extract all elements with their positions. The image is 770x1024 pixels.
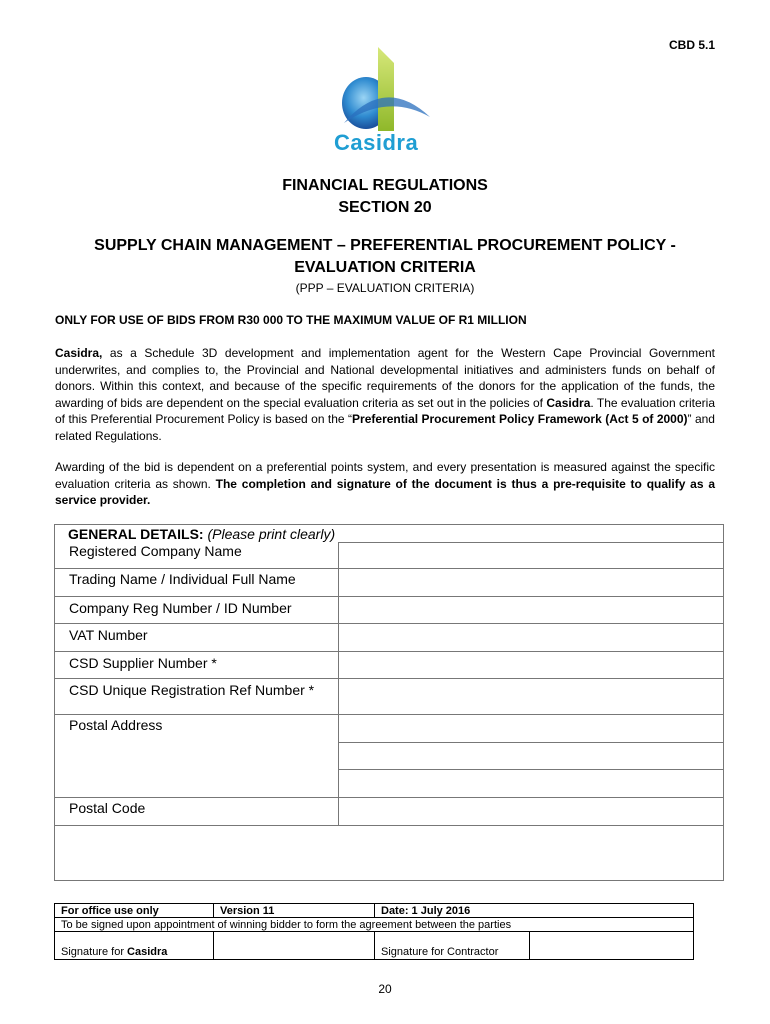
document-code: CBD 5.1 xyxy=(668,38,715,52)
vat-number-field[interactable] xyxy=(339,624,724,652)
title-line-1: FINANCIAL REGULATIONS xyxy=(282,177,488,194)
general-details-title: GENERAL DETAILS: xyxy=(68,526,204,542)
paragraph-text: as a Schedule 3D development and implementation agent for the Western Cape Provincial Government underwrites, and complies to, the Provincial and National developmental initiatives and administers funds on behalf of donors. Within this context, and because of the specific requirements of the donors for the application of the funds, the awarding of bids are dependent on the special evaluation criteria as set out in the policies of xyxy=(55,346,715,410)
bold-text: The completion and signature of the document is thus a pre-requisite to qualify as a service provider. xyxy=(55,476,715,507)
registered-name-label: Registered Company Name xyxy=(55,543,339,569)
signature-contractor-field[interactable] xyxy=(530,932,694,960)
title-line-2: SECTION 20 xyxy=(338,199,432,216)
date-label: Date: 1 July 2016 xyxy=(375,904,694,918)
blank-area[interactable] xyxy=(55,826,724,881)
reg-number-label: Company Reg Number / ID Number xyxy=(55,597,339,624)
paragraph-text: Awarding of the bid is dependent on a preferential points system, and every presentation is measured against the specific evaluation criteria as shown. xyxy=(55,460,715,491)
csd-supplier-label: CSD Supplier Number * xyxy=(55,652,339,679)
postal-address-line-1[interactable] xyxy=(339,715,724,743)
office-use-label: For office use only xyxy=(55,904,214,918)
version-label: Version 11 xyxy=(214,904,375,918)
signing-note: To be signed upon appointment of winning bidder to form the agreement between the parties xyxy=(55,918,694,932)
csd-ref-field[interactable] xyxy=(339,679,724,715)
general-details-table xyxy=(54,524,724,881)
postal-code-label: Postal Code xyxy=(55,798,339,826)
vat-number-label: VAT Number xyxy=(55,624,339,652)
title-line-4: EVALUATION CRITERIA xyxy=(294,259,476,276)
bold-text: Casidra, xyxy=(55,346,103,360)
signature-casidra-field[interactable] xyxy=(214,932,375,960)
page-number: 20 xyxy=(378,982,392,996)
print-clearly-note: (Please print clearly) xyxy=(207,526,336,542)
signature-casidra-label xyxy=(55,932,214,960)
subtitle: (PPP – EVALUATION CRITERIA) xyxy=(295,281,475,295)
paragraph-text: . The evaluation criteria of this Preferential Procurement Policy is based on the “ xyxy=(55,395,715,426)
csd-supplier-field[interactable] xyxy=(339,652,724,679)
title-line-3: SUPPLY CHAIN MANAGEMENT – PREFERENTIAL PROCUREMENT POLICY - xyxy=(94,237,676,254)
signature-prefix: Signature for xyxy=(61,946,128,958)
postal-address-line-2[interactable] xyxy=(339,743,724,770)
general-details-heading xyxy=(68,526,335,542)
csd-ref-label: CSD Unique Registration Ref Number * xyxy=(55,679,339,715)
paragraph-text: ” and related Regulations. xyxy=(55,412,715,443)
signature-contractor-label: Signature for Contractor xyxy=(375,932,530,960)
trading-name-label: Trading Name / Individual Full Name xyxy=(55,569,339,597)
postal-address-label: Postal Address xyxy=(55,715,339,798)
signature-casidra-name: Casidra xyxy=(127,946,168,958)
reg-number-field[interactable] xyxy=(339,597,724,624)
registered-name-field[interactable] xyxy=(339,543,724,569)
trading-name-field[interactable] xyxy=(339,569,724,597)
bid-range-notice: ONLY FOR USE OF BIDS FROM R30 000 TO THE MAXIMUM VALUE OF R1 MILLION xyxy=(55,313,527,327)
award-paragraph xyxy=(55,459,715,509)
bold-text: Casidra xyxy=(546,395,591,410)
office-use-table xyxy=(54,903,694,960)
postal-code-field[interactable] xyxy=(339,798,724,826)
postal-address-line-3[interactable] xyxy=(339,770,724,798)
bold-text: Preferential Procurement Policy Framework (Act 5 of 2000) xyxy=(352,412,688,426)
casidra-logo-text: Casidra xyxy=(334,130,419,155)
intro-paragraph xyxy=(55,345,715,444)
